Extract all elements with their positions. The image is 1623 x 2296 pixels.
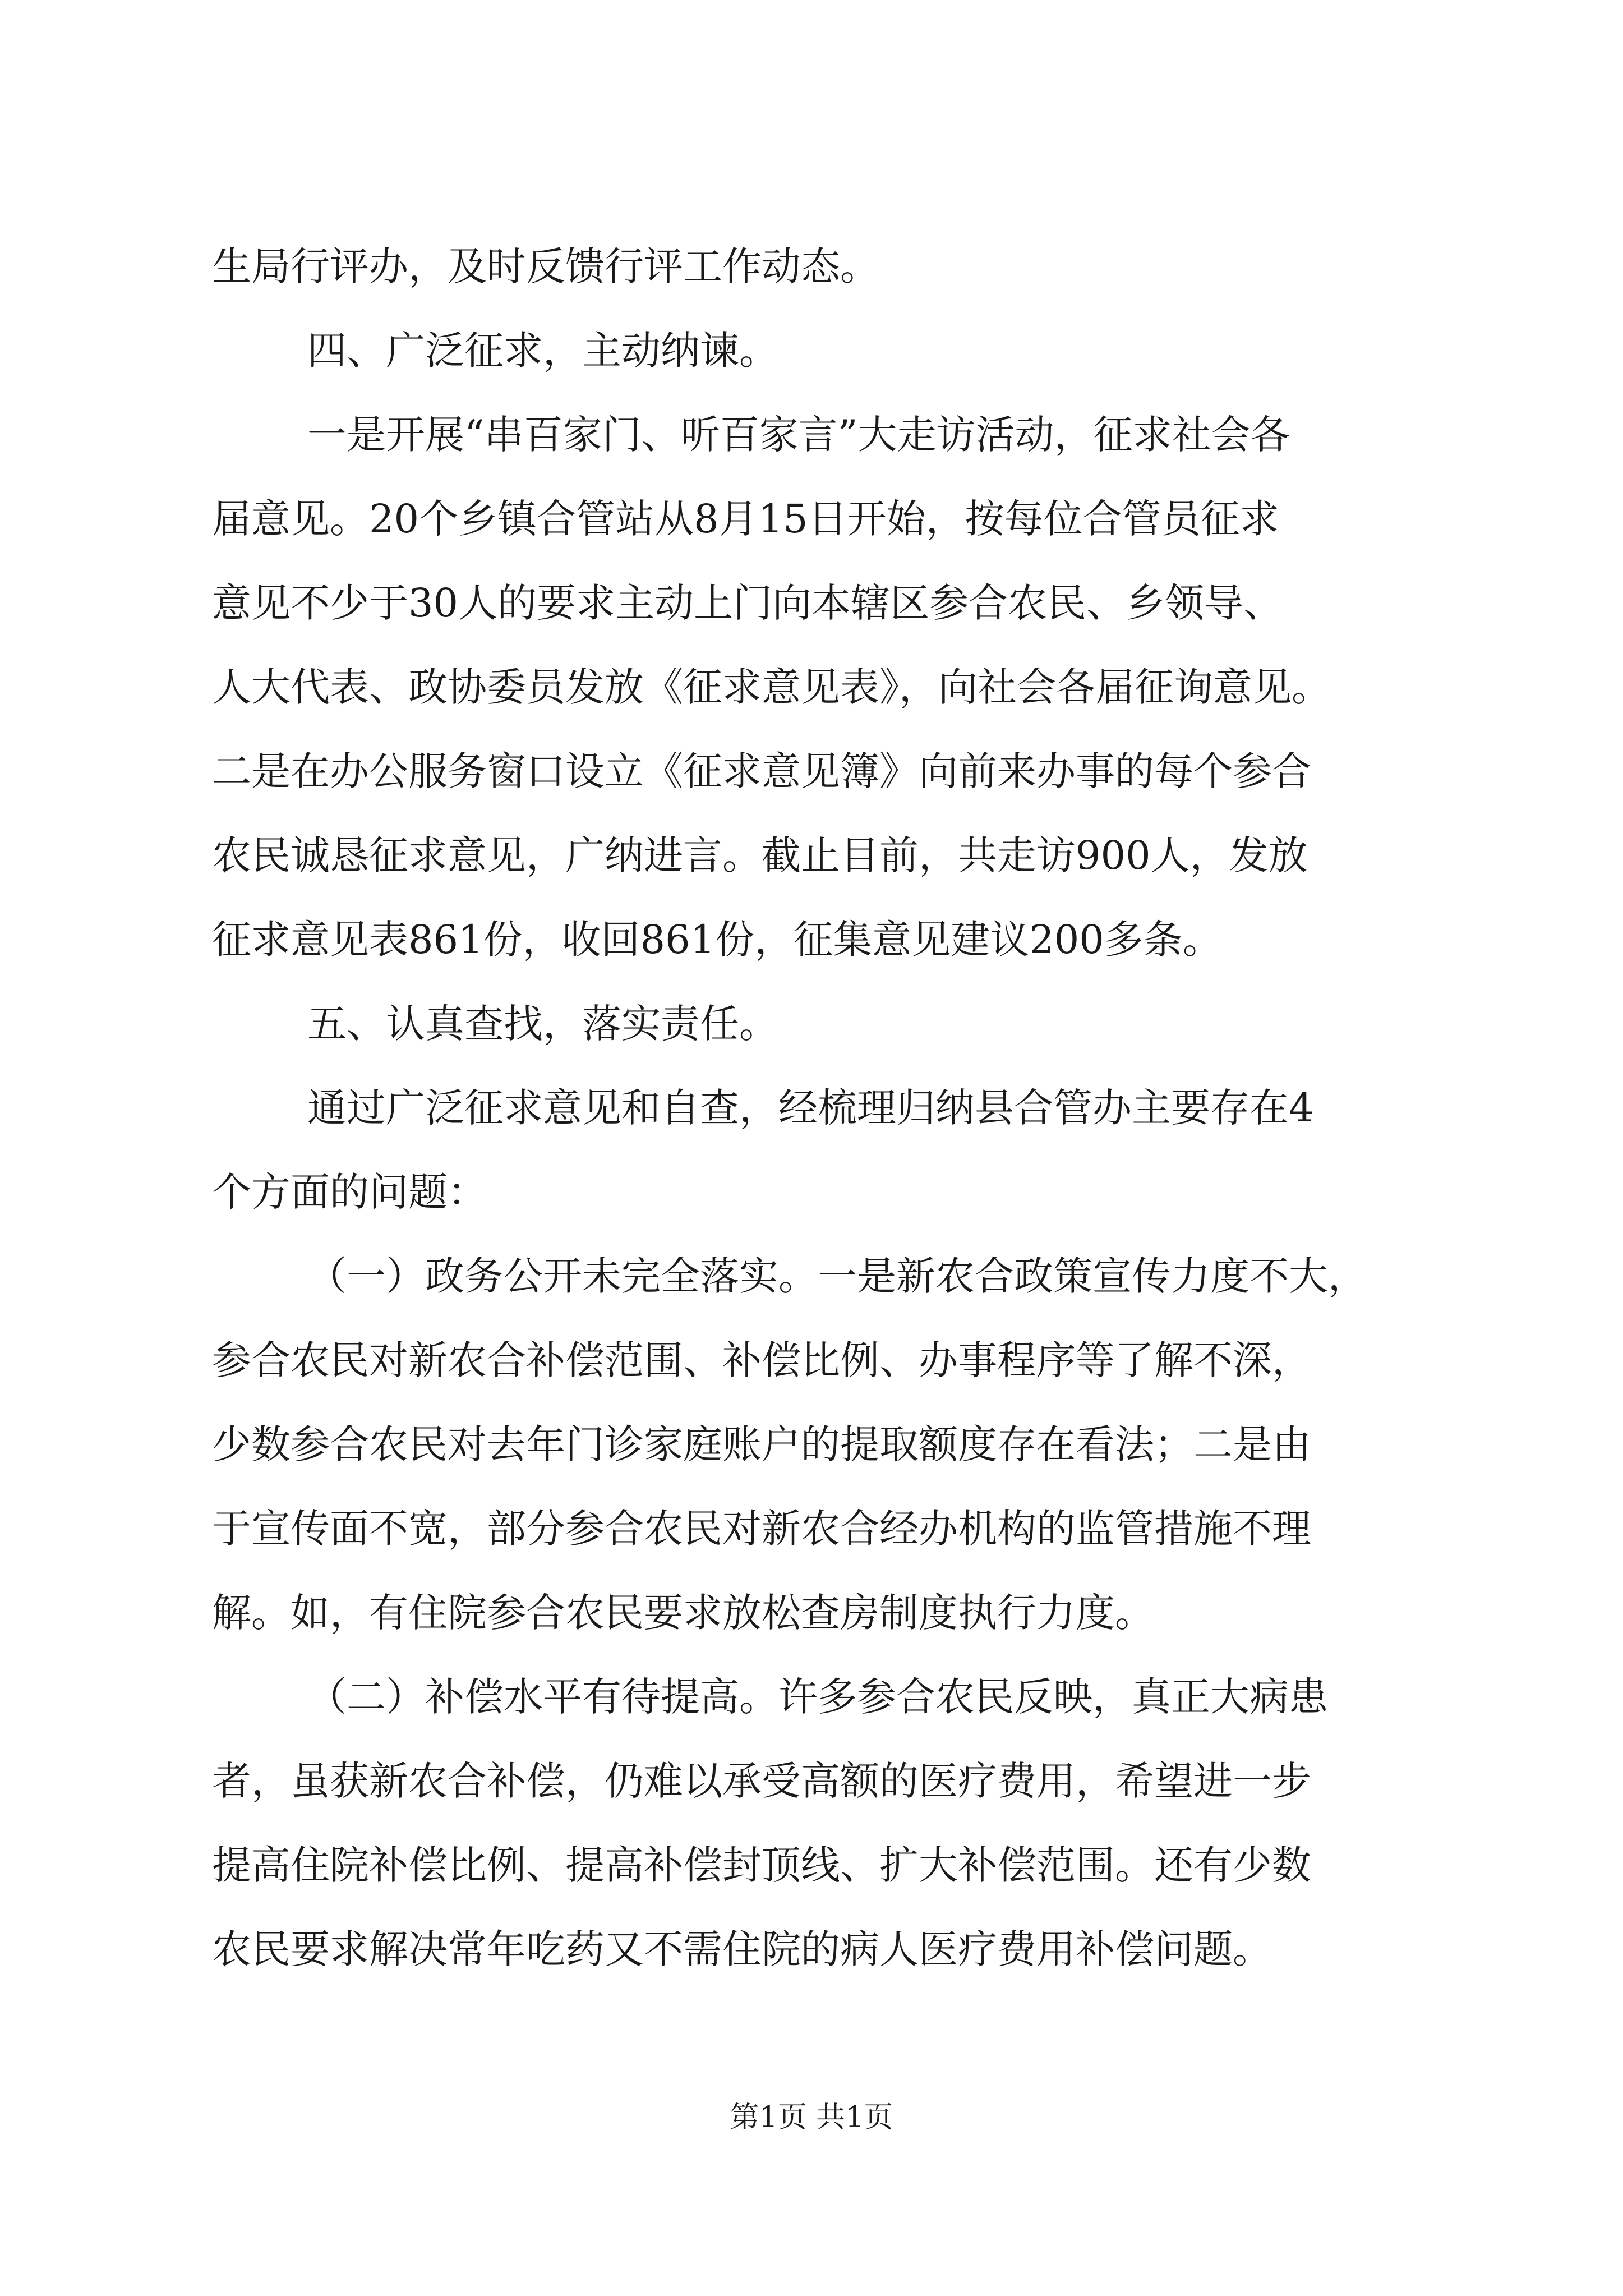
text-line: 者，虽获新农合补偿，仍难以承受高额的医疗费用，希望进一步: [212, 1758, 1311, 1804]
text-line: 少数参合农民对去年门诊家庭账户的提取额度存在看法；二是由: [212, 1421, 1311, 1467]
page-number-footer: 第1页 共1页: [730, 2101, 893, 2134]
text-line: 个方面的问题：: [212, 1169, 487, 1215]
text-line: 解。如，有住院参合农民要求放松查房制度执行力度。: [212, 1590, 1154, 1636]
text-line: 生局行评办，及时反馈行评工作动态。: [212, 243, 879, 289]
document-body: [212, 224, 1423, 1991]
text-line: 二是在办公服务窗口设立《征求意见簿》向前来办事的每个参合: [212, 748, 1311, 794]
paragraph-start: 一是开展“串百家门、听百家言”大走访活动，征求社会各: [307, 412, 1290, 458]
section-heading-4: 四、广泛征求，主动纳谏。: [307, 328, 778, 374]
subsection-2-start: （二）补偿水平有待提高。许多参合农民反映，真正大病患: [307, 1674, 1328, 1720]
section-heading-5: 五、认真查找，落实责任。: [307, 1001, 778, 1047]
text-line: 农民要求解决常年吃药又不需住院的病人医疗费用补偿问题。: [212, 1926, 1272, 1972]
text-line: 届意见。20个乡镇合管站从8月15日开始，按每位合管员征求: [212, 496, 1279, 542]
text-line: 人大代表、政协委员发放《征求意见表》，向社会各届征询意见。: [212, 664, 1331, 710]
paragraph-start: 通过广泛征求意见和自查，经梳理归纳县合管办主要存在4: [307, 1085, 1314, 1131]
text-line: 参合农民对新农合补偿范围、补偿比例、办事程序等了解不深，: [212, 1337, 1311, 1383]
text-line: 提高住院补偿比例、提高补偿封顶线、扩大补偿范围。还有少数: [212, 1842, 1311, 1888]
subsection-1-start: （一）政务公开未完全落实。一是新农合政策宣传力度不大，: [307, 1253, 1367, 1299]
text-line: 于宣传面不宽，部分参合农民对新农合经办机构的监管措施不理: [212, 1506, 1311, 1552]
text-line: 农民诚恳征求意见，广纳进言。截止目前，共走访900人，发放: [212, 832, 1308, 878]
text-line: 征求意见表861份，收回861份，征集意见建议200多条。: [212, 917, 1222, 963]
text-line: 意见不少于30人的要求主动上门向本辖区参合农民、乡领导、: [212, 580, 1283, 626]
